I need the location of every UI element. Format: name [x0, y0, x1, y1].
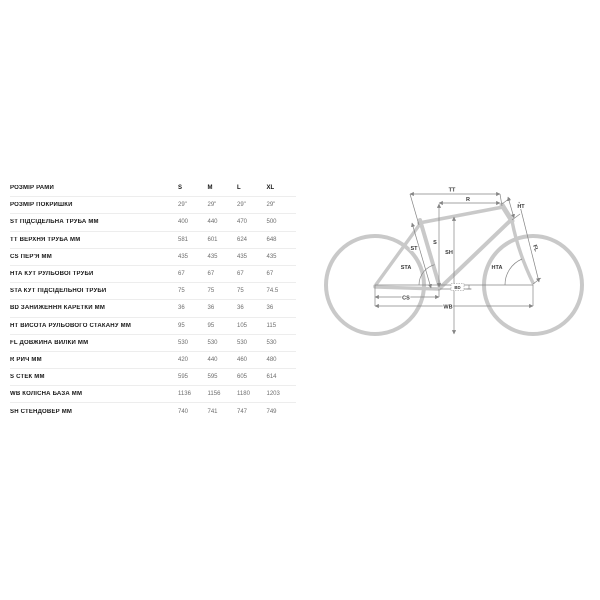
cell-value-s: 29"	[178, 202, 187, 209]
row-label: BD ЗАНИЖЕННЯ КАРЕТКИ ММ	[10, 305, 106, 312]
cell-value-l: 29"	[237, 202, 246, 209]
cell-value-l: 435	[237, 253, 248, 260]
table-row	[10, 403, 296, 420]
row-label: SH СТЕНДОВЕР ММ	[10, 409, 73, 416]
table-row	[10, 318, 296, 335]
cell-value-s: 740	[178, 409, 189, 416]
label-head-tube: HT	[517, 204, 525, 210]
label-standover: SH	[445, 250, 453, 256]
cell-value-xl: 435	[266, 253, 277, 260]
cell-value-xl: 29"	[266, 202, 276, 209]
cell-value-s: 581	[178, 236, 189, 243]
table-row	[10, 386, 296, 403]
table-row	[10, 283, 296, 300]
cell-value-m: 1156	[207, 391, 221, 398]
cell-value-s: 420	[178, 356, 189, 363]
table-row	[10, 335, 296, 352]
geometry-table	[10, 180, 296, 421]
label-reach: R	[466, 197, 470, 203]
cell-value-s: 435	[178, 253, 189, 260]
row-label: РОЗМІР РАМИ	[10, 185, 55, 192]
label-wheelbase: WB	[443, 304, 453, 311]
cell-value-xl: 614	[266, 374, 277, 381]
cell-value-m: 75	[207, 288, 215, 295]
row-label: ТТ ВЕРХНЯ ТРУБА ММ	[10, 236, 81, 243]
table-row	[10, 266, 296, 283]
table-row	[10, 214, 296, 231]
cell-value-m: M	[207, 185, 213, 192]
bike-geometry-diagram	[320, 163, 592, 345]
cell-value-m: 29"	[207, 202, 217, 209]
label-head-tube-angle: HTA	[491, 265, 503, 271]
cell-value-xl: 67	[266, 271, 274, 278]
cell-value-s: 95	[178, 322, 185, 329]
cell-value-xl: 1203	[266, 391, 280, 398]
table-row	[10, 180, 296, 197]
cell-value-m: 67	[207, 271, 215, 278]
label-seat-tube-angle: STA	[400, 265, 412, 271]
row-label: НТ ВИСОТА РУЛЬОВОГО СТАКАНУ ММ	[10, 322, 132, 329]
cell-value-m: 530	[207, 339, 218, 346]
table-row	[10, 369, 296, 386]
cell-value-l: 747	[237, 409, 248, 416]
cell-value-l: 1180	[237, 391, 250, 398]
label-fork-length: FL	[531, 244, 540, 253]
cell-value-l: 105	[237, 322, 248, 329]
table-row	[10, 197, 296, 214]
cell-value-xl: 115	[266, 322, 277, 329]
cell-value-s: 75	[178, 288, 185, 295]
cell-value-l: 530	[237, 339, 248, 346]
row-label: FL ДОВЖИНА ВИЛКИ ММ	[10, 339, 89, 346]
label-chainstay: CS	[402, 295, 410, 302]
row-label: S СТЕК ММ	[10, 374, 45, 381]
cell-value-s: 530	[178, 339, 189, 346]
cell-value-l: 624	[237, 236, 248, 243]
cell-value-l: 67	[237, 271, 244, 278]
cell-value-m: 95	[207, 322, 215, 329]
row-label: WB КОЛІСНА БАЗА ММ	[10, 391, 83, 398]
row-label: ST ПІДСІДЕЛЬНА ТРУБА ММ	[10, 219, 99, 226]
row-label: РОЗМІР ПОКРИШКИ	[10, 202, 73, 209]
cell-value-xl: 500	[266, 219, 277, 226]
cell-value-l: 460	[237, 356, 248, 363]
cell-value-xl: 36	[266, 305, 274, 312]
label-stack: S	[433, 240, 437, 246]
cell-value-m: 36	[207, 305, 215, 312]
cell-value-l: 470	[237, 219, 248, 226]
cell-value-m: 595	[207, 374, 218, 381]
cell-value-l: L	[237, 185, 241, 192]
cell-value-m: 440	[207, 356, 218, 363]
cell-value-xl: 648	[266, 236, 277, 243]
cell-value-l: 36	[237, 305, 244, 312]
cell-value-xl: 480	[266, 356, 277, 363]
cell-value-s: S	[178, 185, 183, 192]
row-label: НТА КУТ РУЛЬОВОЇ ТРУБИ	[10, 271, 94, 278]
cell-value-m: 601	[207, 236, 218, 243]
cell-value-s: 67	[178, 271, 185, 278]
table-row	[10, 249, 296, 266]
label-bb-drop: BD	[454, 285, 461, 290]
cell-value-s: 400	[178, 219, 189, 226]
cell-value-m: 741	[207, 409, 218, 416]
cell-value-xl: 74.5	[266, 288, 279, 295]
label-seat-tube: ST	[410, 246, 418, 252]
cell-value-xl: 749	[266, 409, 277, 416]
cell-value-l: 605	[237, 374, 248, 381]
label-top-tube: TT	[448, 187, 456, 194]
table-row	[10, 232, 296, 249]
row-label: R РИЧ ММ	[10, 356, 42, 363]
cell-value-m: 440	[207, 219, 218, 226]
cell-value-xl: XL	[266, 185, 275, 192]
cell-value-m: 435	[207, 253, 218, 260]
cell-value-s: 1136	[178, 391, 191, 398]
cell-value-xl: 530	[266, 339, 277, 346]
table-row	[10, 300, 296, 317]
row-label: STA КУТ ПІДСІДЕЛЬНОЇ ТРУБИ	[10, 288, 107, 295]
cell-value-l: 75	[237, 288, 244, 295]
cell-value-s: 36	[178, 305, 185, 312]
table-row	[10, 352, 296, 369]
cell-value-s: 595	[178, 374, 189, 381]
row-label: CS ПЕР'Я ММ	[10, 253, 52, 260]
